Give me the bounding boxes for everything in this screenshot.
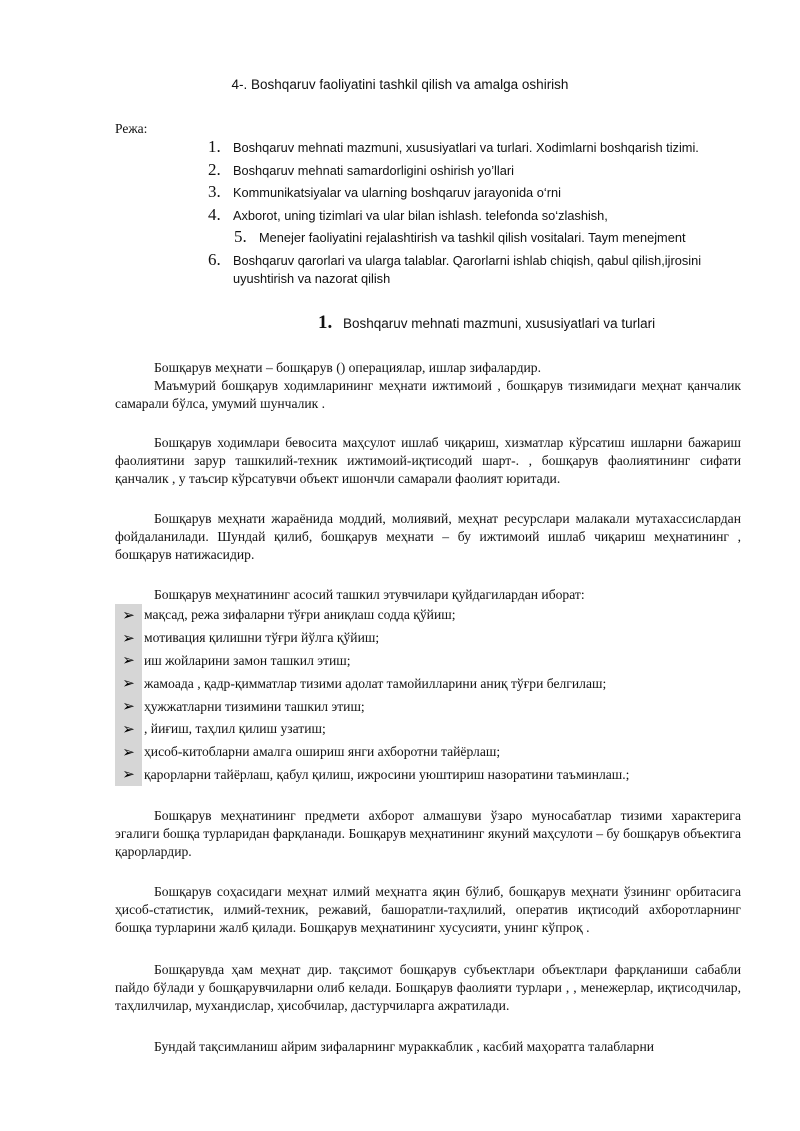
arrow-bullet-icon: ➢ — [115, 650, 142, 673]
plan-item — [208, 183, 753, 202]
plan-item-number: 1. — [208, 137, 221, 156]
section-heading — [318, 312, 655, 334]
plan-item-number: 3. — [208, 182, 221, 201]
plan-item — [234, 228, 753, 247]
list-item — [115, 672, 755, 695]
list-item-text: ҳужжатларни тизимини ташкил этиш; — [144, 698, 365, 714]
list-item-text: ҳисоб-китобларни амалга ошириш янги ахборотни тайёрлаш; — [144, 744, 501, 760]
paragraph: Бошқарувда ҳам меҳнат дир. тақсимот бошқарув субъектлари объектлари фарқланиши сабабли пайдо бўлади у бошқарувчиларни олиб келади. Бошқарув фаолияти турлари , , менежерлар, иқтисодчилар, таҳлилчилар, мухандислар, ҳисобчилар, дастурчиларга ажратилади. — [115, 962, 741, 1014]
list-item-text: жамоада , қадр-қимматлар тизими адолат тамойилларини аниқ тўғри белгилаш; — [144, 675, 607, 691]
list-item — [115, 695, 755, 718]
plan-item-text: Boshqaruv mehnati mazmuni, xususiyatlari va turlari. Xodimlarni boshqarish tizimi. — [233, 140, 699, 155]
document-title: 4-. Boshqaruv faoliyatini tashkil qilish va amalga oshirish — [231, 77, 569, 92]
plan-item-text: Boshqaruv mehnati samardorligini oshirish yo’llari — [233, 162, 514, 178]
plan-item-text: Menejer faoliyatini rejalashtirish va tashkil qilish vositalari. Taym menejment — [259, 230, 686, 245]
plan-item-number: 5. — [234, 227, 247, 246]
plan-item-number: 6. — [208, 249, 221, 269]
plan-item-number: 4. — [208, 204, 221, 224]
list-item — [115, 741, 755, 764]
arrow-bullet-icon: ➢ — [115, 627, 142, 650]
plan-label: Режа: — [115, 121, 148, 136]
paragraph: Бошқарув ходимлари бевосита маҳсулот ишлаб чиқариш, хизматлар кўрсатиш ишларни бажариш фаолиятини зарур ташкилий-техник ижтимоий-иқтисодий шарт-. , бошқарув фаолиятининг сифати қанчалик , у таъсир кўрсатувчи объект ишончли самарали фаолият юритади. — [115, 435, 741, 487]
plan-item — [208, 138, 753, 157]
paragraph: Маъмурий бошқарув ходимларининг меҳнати ижтимоий , бошқарув тизимидаги меҳнат қанчалик самарали бўлса, умумий шунчалик . — [115, 378, 741, 412]
list-item — [115, 627, 755, 650]
list-item-text: иш жойларини замон ташкил этиш; — [144, 652, 351, 668]
paragraph: Бошқарув меҳнати жараёнида моддий, молиявий, меҳнат ресурслари малакали мутахассислардан фойдаланилади. Шундай қилиб, бошқарув меҳнати – бу ижтимоий ишлаб чиқариш меҳнатининг , бошқарув натижасидир. — [115, 511, 741, 563]
list-item-text: қарорларни тайёрлаш, қабул қилиш, ижросини уюштириш назоратини таъминлаш.; — [144, 766, 630, 782]
paragraph: Бундай тақсимланиш айрим зифаларнинг мураккаблик , касбий маҳоратга талабларни — [154, 1039, 655, 1054]
plan-item-text: Axborot, uning tizimlari va ular bilan ishlash. telefonda so‘zlashish, — [233, 207, 608, 223]
arrow-bullet-icon: ➢ — [115, 604, 142, 627]
paragraph: Бошқарув меҳнати – бошқарув () операциялар, ишлар зифалардир. — [154, 360, 541, 375]
list-item-text: мотивация қилишни тўғри йўлга қўйиш; — [144, 630, 380, 646]
plan-list — [208, 138, 753, 291]
paragraph: Бошқарув меҳнатининг асосий ташкил этувчилари қуйдагилардан иборат: — [154, 587, 585, 602]
plan-item-text: Kommunikatsiyalar va ularning boshqaruv jarayonida o‘rni — [233, 185, 561, 200]
plan-item-text: Boshqaruv qarorlari va ularga talablar. Qarorlarni ishlab chiqish, qabul qilish,ijrosini uyushtirish va nazorat qilish — [233, 252, 702, 286]
arrow-bullet-icon: ➢ — [115, 695, 142, 718]
section-heading-number: 1. — [318, 312, 333, 333]
plan-item-number: 2. — [208, 159, 221, 179]
plan-item — [208, 206, 753, 225]
paragraph: Бошқарув меҳнатининг предмети ахборот алмашуви ўзаро муносабатлар тизими характерига эгалиги бошқа турларидан фарқланади. Бошқарув меҳнатининг якуний маҳсулоти – бу бошқарув объектига қарорлардир. — [115, 808, 741, 860]
arrow-bullet-icon: ➢ — [115, 672, 142, 695]
list-item — [115, 604, 755, 627]
list-item — [115, 718, 755, 741]
plan-item — [208, 251, 753, 288]
arrow-bullet-icon: ➢ — [115, 741, 142, 764]
list-item-text: мақсад, режа зифаларни тўғри аниқлаш содда қўйиш; — [144, 607, 456, 623]
arrow-bullet-icon: ➢ — [115, 764, 142, 787]
bullet-list — [115, 604, 755, 786]
section-heading-text: Boshqaruv mehnati mazmuni, xususiyatlari va turlari — [343, 316, 656, 331]
list-item — [115, 764, 755, 787]
plan-item — [208, 161, 753, 180]
paragraph: Бошқарув соҳасидаги меҳнат илмий меҳнатга яқин бўлиб, бошқарув меҳнати ўзининг орбитасига ҳисоб-статистик, илмий-техник, режавий, башоратли-таҳлилий, оператив иқтисодий ахборотларнинг бошқа турларини жалб қилади. Бошқарув меҳнатининг хусусияти, унинг кўпроқ . — [115, 884, 741, 936]
list-item-text: , йиғиш, таҳлил қилиш узатиш; — [144, 721, 326, 737]
list-item — [115, 650, 755, 673]
arrow-bullet-icon: ➢ — [115, 718, 142, 741]
